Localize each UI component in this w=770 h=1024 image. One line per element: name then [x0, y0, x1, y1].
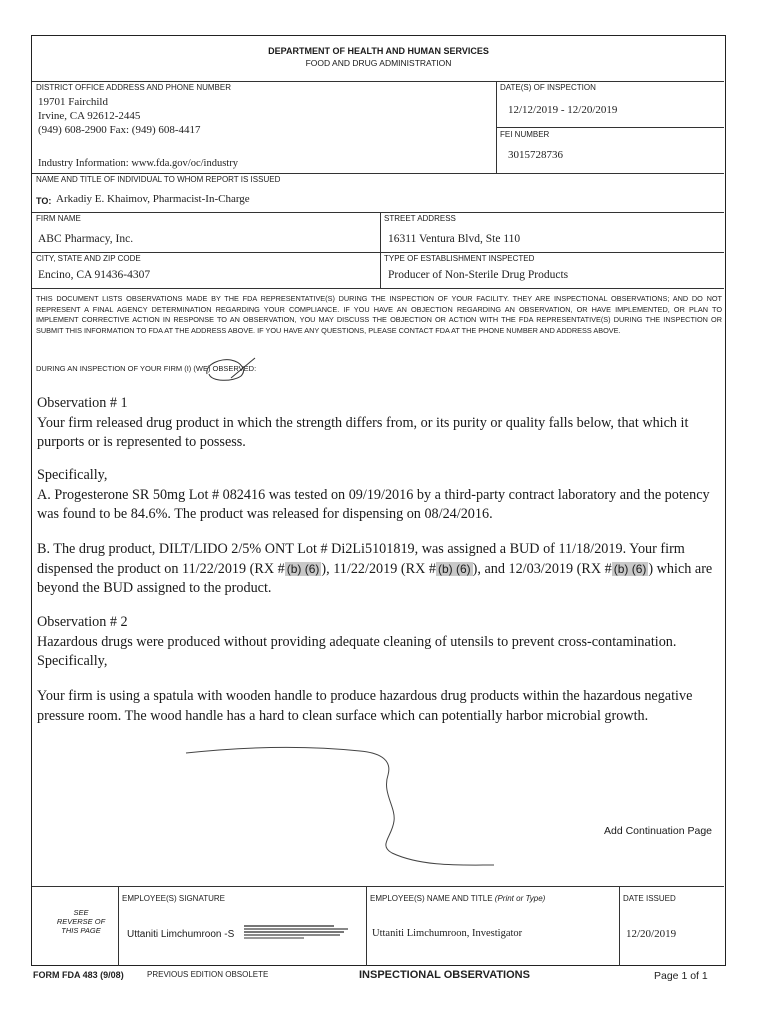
date-issued-label: DATE ISSUED	[623, 894, 676, 903]
firm-name: ABC Pharmacy, Inc.	[38, 233, 134, 245]
observation-2-text: Hazardous drugs were produced without providing adequate cleaning of utensils to prevent cross-contamination.	[37, 633, 677, 650]
fei-label: FEI NUMBER	[500, 130, 550, 139]
observation-2-specifically: Specifically,	[37, 653, 108, 669]
redaction-block: (b) (6)	[613, 561, 647, 576]
observation-1-title: Observation # 1	[37, 395, 128, 411]
name-title-label-text: EMPLOYEE(S) NAME AND TITLE	[370, 894, 493, 903]
street-address: 16311 Ventura Blvd, Ste 110	[388, 233, 521, 245]
fei-number: 3015728736	[508, 149, 563, 161]
add-continuation-page-button[interactable]: Add Continuation Page	[604, 825, 712, 837]
observation-1-item-a: A. Progesterone SR 50mg Lot # 082416 was tested on 09/19/2016 by a third-party contract laboratory and the potency was found to be 84.6%. The product was released for dispensing on 08/24/2016.	[37, 486, 710, 522]
divider	[32, 886, 724, 887]
item-b-text: ), 11/22/2019 (RX #	[321, 560, 436, 577]
to-prefix: TO:	[36, 196, 52, 206]
divider	[32, 81, 724, 82]
see-reverse-note: SEE REVERSE OF THIS PAGE	[56, 908, 106, 935]
district-address-line2: Irvine, CA 92612-2445	[38, 110, 141, 122]
employee-name-title: Uttaniti Limchumroon, Investigator	[372, 928, 523, 939]
handwritten-circle-mark	[201, 356, 259, 384]
observation-1-details	[37, 466, 722, 525]
observation-2-title: Observation # 2	[37, 614, 128, 630]
street-label: STREET ADDRESS	[384, 214, 456, 223]
divider	[32, 288, 724, 289]
city-state-zip: Encino, CA 91436-4307	[38, 269, 151, 281]
divider	[32, 212, 724, 213]
district-label: DISTRICT OFFICE ADDRESS AND PHONE NUMBER	[36, 83, 231, 92]
observation-1-text: Your firm released drug product in which the strength differs from, or its purity or quality falls below, that which it purports or is represented to possess.	[37, 414, 689, 450]
observation-2-detail: Your firm is using a spatula with wooden handle to produce hazardous drug products within the hazardous negative pressure room. The wood handle has a hard to clean surface which can potentially harbor microbial growth.	[37, 688, 693, 724]
agency-heading: FOOD AND DRUG ADMINISTRATION	[305, 58, 452, 68]
item-b-text: B. The drug product, DILT/LIDO 2/5% ONT Lot # Di2Li5101819, was assigned a BUD of 11/18/2019. Your firm dispensed the product on 11/22/2019 (RX #	[37, 541, 685, 577]
observed-line: DURING AN INSPECTION OF YOUR FIRM (I) (WE) OBSERVED:	[36, 364, 257, 373]
firm-name-label: FIRM NAME	[36, 214, 81, 223]
divider	[496, 127, 724, 128]
signature-name: Uttaniti Limchumroon -S	[127, 929, 235, 940]
date-issued: 12/20/2019	[626, 928, 677, 940]
observation-1	[37, 394, 722, 453]
divider	[32, 252, 724, 253]
fda-483-form	[31, 35, 726, 966]
observation-2	[37, 613, 722, 672]
district-address-line1: 19701 Fairchild	[38, 96, 108, 108]
redaction-block: (b) (6)	[286, 561, 320, 576]
district-phone: (949) 608-2900 Fax: (949) 608-4417	[38, 124, 201, 136]
observation-1-specifically: Specifically,	[37, 467, 108, 483]
industry-info: Industry Information: www.fda.gov/oc/industry	[38, 158, 238, 169]
establishment-type: Producer of Non-Sterile Drug Products	[388, 269, 569, 281]
form-id: FORM FDA 483 (9/08)	[33, 970, 124, 980]
print-or-type-hint: (Print or Type)	[494, 894, 546, 903]
redaction-block: (b) (6)	[437, 561, 471, 576]
digital-signature-stamp	[244, 924, 350, 942]
obsolete-note: PREVIOUS EDITION OBSOLETE	[147, 970, 269, 979]
item-b-text: ), and 12/03/2019 (RX #	[472, 560, 612, 577]
recipient-name: Arkadiy E. Khaimov, Pharmacist-In-Charge	[56, 193, 250, 205]
divider	[32, 173, 724, 174]
handwritten-line-mark	[182, 741, 502, 871]
item-b-text: ) which are beyond the BUD assigned to the product.	[37, 560, 713, 596]
divider	[380, 212, 381, 288]
department-heading: DEPARTMENT OF HEALTH AND HUMAN SERVICES	[268, 46, 489, 56]
city-label: CITY, STATE AND ZIP CODE	[36, 254, 141, 263]
signature-label: EMPLOYEE(S) SIGNATURE	[122, 894, 225, 903]
notice-text: THIS DOCUMENT LISTS OBSERVATIONS MADE BY THE FDA REPRESENTATIVE(S) DURING THE INSPECTION OF YOUR FACILITY. THEY ARE INSPECTIONAL OBSERVATIONS; AND DO NOT REPRESENT A FINAL AGENCY DETERMINATION REGARDING YOUR COMPLIANCE. IF YOU HAVE AN OBJECTION REGARDING AN OBSERVATION, OR HAVE IMPLEMENTED, OR PLAN TO IMPLEMENT CORRECTIVE ACTION IN RESPONSE TO AN OBSERVATION, YOU MAY DISCUSS THE OBJECTION OR ACTION WITH THE FDA REPRESENTATIVE(S) DURING THE INSPECTION OR SUBMIT THIS INFORMATION TO FDA AT THE ADDRESS ABOVE. IF YOU HAVE ANY QUESTIONS, PLEASE CONTACT FDA AT THE PHONE NUMBER AND ADDRESS ABOVE.	[36, 294, 722, 335]
establishment-type-label: TYPE OF ESTABLISHMENT INSPECTED	[384, 254, 535, 263]
divider	[619, 886, 620, 966]
divider	[118, 886, 119, 966]
page-number: Page 1 of 1	[654, 970, 708, 982]
divider	[366, 886, 367, 966]
name-title-label	[370, 894, 545, 903]
observation-1-item-b	[37, 540, 722, 599]
inspection-dates-label: DATE(S) OF INSPECTION	[500, 83, 596, 92]
form-title: INSPECTIONAL OBSERVATIONS	[359, 969, 530, 981]
inspection-dates: 12/12/2019 - 12/20/2019	[508, 104, 618, 116]
recipient-label: NAME AND TITLE OF INDIVIDUAL TO WHOM REPORT IS ISSUED	[36, 175, 281, 184]
